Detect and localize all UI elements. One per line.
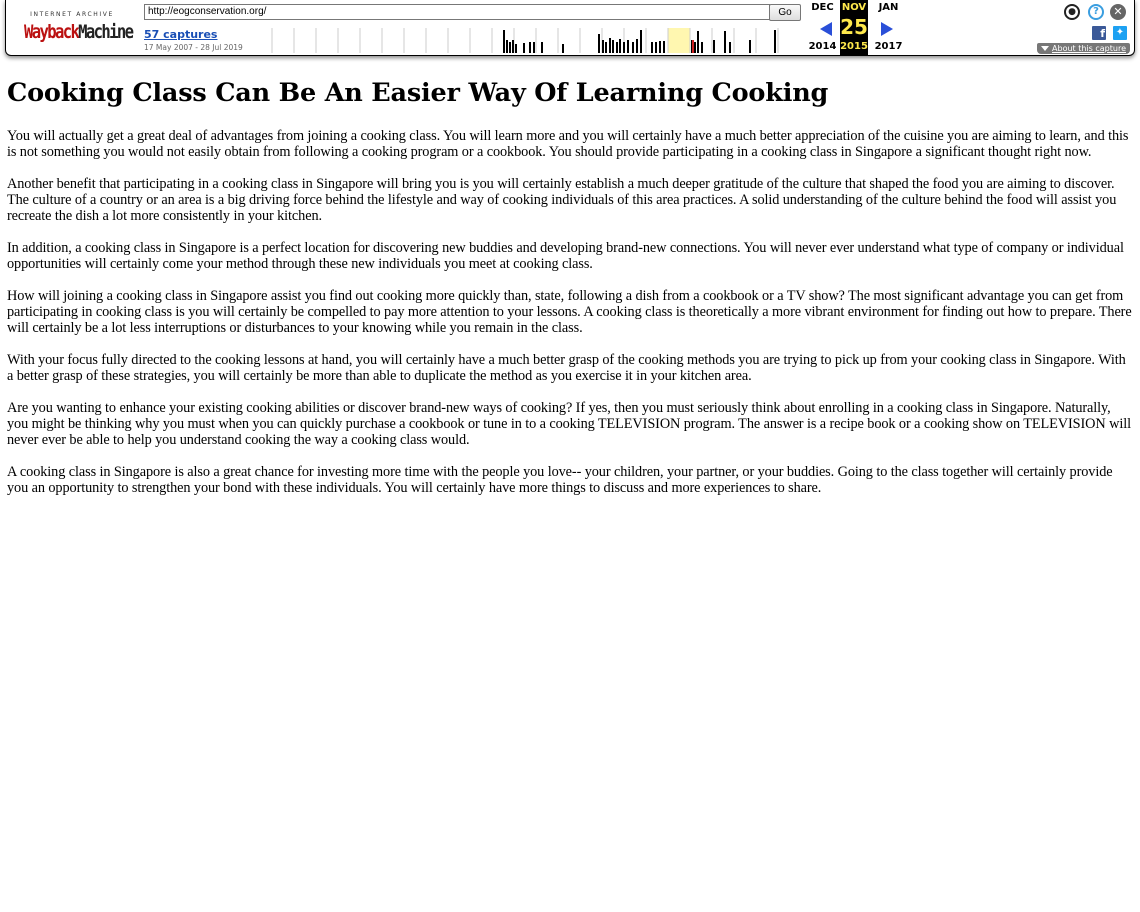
paragraph: In addition, a cooking class in Singapore is a perfect location for discovering new buddies and developing brand-new connections. You will never ever understand what type of company or individual opportunities will certainly come your method through these new individuals you meet at cooking class.: [7, 240, 1124, 272]
facebook-icon[interactable]: f: [1092, 26, 1106, 40]
about-capture-button[interactable]: About this capture: [1037, 43, 1130, 54]
capture-sparkline[interactable]: [261, 28, 789, 53]
next-capture-arrow-icon[interactable]: [881, 22, 893, 36]
twitter-icon[interactable]: ✦: [1113, 26, 1127, 40]
next-month-column[interactable]: [872, 0, 905, 55]
next-month-label: JAN: [878, 2, 899, 13]
go-button[interactable]: Go: [769, 4, 801, 21]
current-month-label: NOV: [841, 2, 867, 13]
prev-month-label: DEC: [811, 2, 834, 13]
prev-month-column[interactable]: [806, 0, 839, 55]
captures-link[interactable]: 57 captures: [144, 28, 218, 41]
paragraph: Are you wanting to enhance your existing cooking abilities or discover brand-new ways of cooking? If yes, then you must seriously think about enrolling in a cooking class in Singapore. Naturally, you might be thinking why you must when you can quickly purchase a cookbook or tune in to a cooking TELEVISION program. The answer is a recipe book or a cooking show on TELEVISION will never ever be able to help you understand cooking the way a cooking class would.: [7, 400, 1131, 448]
toolbar-icons: [1056, 4, 1126, 44]
prev-capture-arrow-icon[interactable]: [820, 22, 832, 36]
paragraph: A cooking class in Singapore is also a great chance for investing more time with the people you love-- your children, your partner, or your buddies. Going to the class together will certainly provide you an opportunity to strengthen your bond with these individuals. You will certainly have more things to discuss and more experiences to share.: [7, 464, 1113, 496]
paragraph: You will actually get a great deal of advantages from joining a cooking class. You will learn more and you will certainly have a much better appreciation of the cuisine you are aiming to learn, and this is not something you would not easily obtain from following a cooking program or a cookbook. You should provide participating in a cooking class in Singapore a significant thought right now.: [7, 128, 1129, 160]
triangle-down-icon: [1041, 46, 1049, 51]
current-year-label: 2015: [840, 41, 868, 52]
capture-range: 17 May 2007 - 28 Jul 2019: [144, 43, 243, 52]
paragraph: Another benefit that participating in a cooking class in Singapore will bring you is you will certainly establish a much deeper gratitude of the culture that shaped the food you are aiming to discover. The culture of a country or an area is a big driving force behind the lifestyle and way of cooking individuals of this area practices. A solid understanding of the culture behind the food will assist you recreate the dish a lot more consistently in your kitchen.: [7, 176, 1117, 224]
prev-year-label[interactable]: 2014: [808, 41, 837, 52]
wayback-toolbar: [5, 0, 1135, 56]
internet-archive-label: INTERNET ARCHIVE: [30, 11, 114, 18]
capture-date-nav: [802, 0, 902, 55]
article: [7, 77, 1133, 512]
wayback-logo[interactable]: [22, 5, 133, 45]
help-icon[interactable]: ?: [1088, 4, 1104, 20]
page-title: Cooking Class Can Be An Easier Way Of Learning Cooking: [7, 78, 829, 108]
wayback-machine-wordmark: WaybackMachine: [24, 21, 133, 43]
paragraph: How will joining a cooking class in Singapore assist you find out cooking more quickly than, state, following a dish from a cookbook or a TV show? The most significant advantage you can get from participating in cooking class is you will certainly be compelled to pay more attention to your lessons. A cooking class is theoretically a more vibrant environment for finding out how to prepare. There will certainly be a lot less interruptions or disturbances to your knowing while you remain in the class.: [7, 288, 1132, 336]
user-icon[interactable]: ●: [1064, 4, 1080, 20]
current-day-label: 25: [840, 15, 868, 39]
next-year-label[interactable]: 2017: [874, 41, 903, 52]
paragraph: With your focus fully directed to the cooking lessons at hand, you will certainly have a much better grasp of the cooking methods you are trying to pick up from your cooking class in Singapore. With a better grasp of these strategies, you will certainly be more than able to duplicate the method as you exercise it in your kitchen area.: [7, 352, 1126, 384]
close-icon[interactable]: ✕: [1110, 4, 1126, 20]
current-date-column: [840, 0, 868, 55]
url-input[interactable]: http://eogconservation.org/: [144, 4, 770, 20]
